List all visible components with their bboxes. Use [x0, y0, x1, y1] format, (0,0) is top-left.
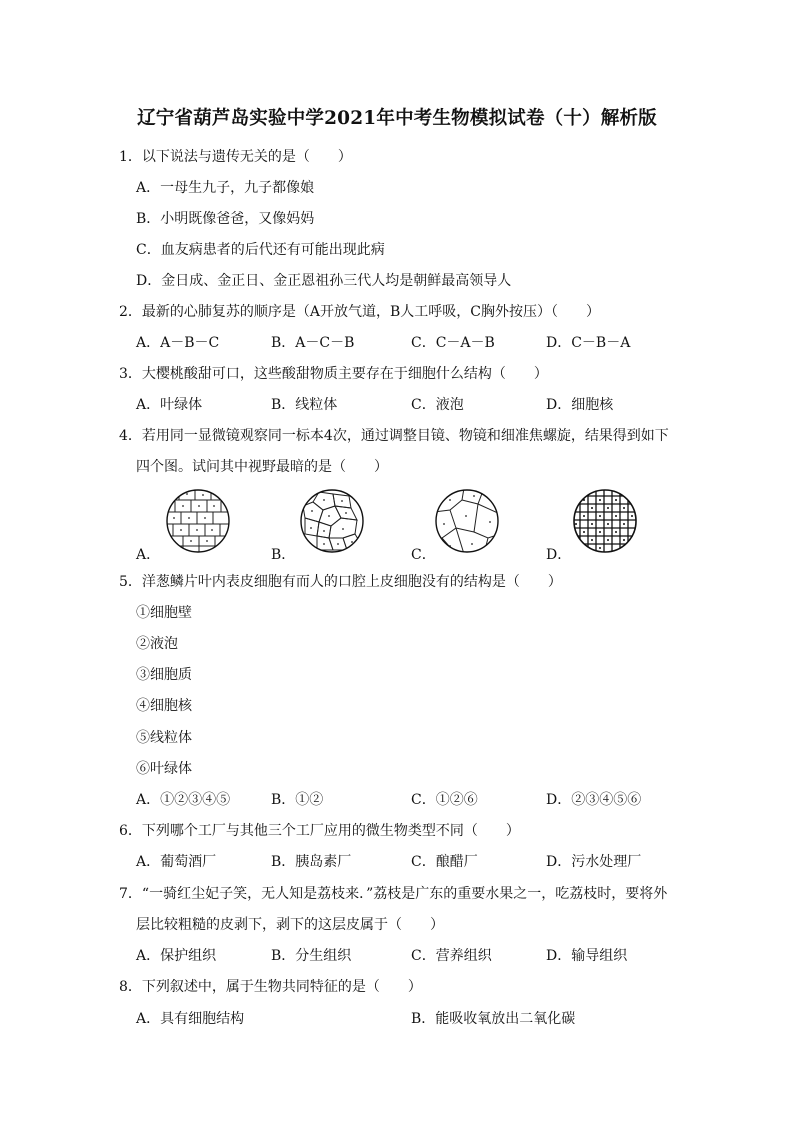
question-5-stem: 5．洋葱鳞片叶内表皮细胞有而人的口腔上皮细胞没有的结构是（ ） [119, 574, 562, 590]
question-7-option-d: D．输导组织 [546, 948, 628, 964]
question-6-option-b: B．胰岛素厂 [271, 854, 352, 870]
question-2-option-d: D．C－B－A [546, 335, 631, 351]
microscope-field-b [299, 488, 365, 554]
question-5-item-5: ⑤线粒体 [136, 730, 192, 746]
question-5-item-4: ④细胞核 [136, 698, 192, 714]
question-2-option-c: C．C－A－B [411, 335, 495, 351]
question-2-option-a: A．A－B－C [136, 335, 220, 351]
question-7-option-b: B．分生组织 [271, 948, 352, 964]
question-5-option-b: B．①② [271, 792, 324, 808]
question-8-stem: 8．下列叙述中，属于生物共同特征的是（ ） [119, 979, 422, 995]
question-7-option-a: A．保护组织 [136, 948, 217, 964]
microscope-field-d [572, 488, 638, 554]
microscope-field-a [165, 488, 231, 554]
question-1-option-c: C．血友病患者的后代还有可能出现此病 [136, 242, 385, 258]
question-4-stem-line-1: 4．若用同一显微镜观察同一标本4次，通过调整目镜、物镜和细准焦螺旋，结果得到如下 [119, 428, 669, 444]
question-8-option-b: B．能吸收氧放出二氧化碳 [411, 1011, 576, 1027]
question-5-option-a: A．①②③④⑤ [136, 792, 231, 808]
question-3-stem: 3．大樱桃酸甜可口，这些酸甜物质主要存在于细胞什么结构（ ） [119, 366, 548, 382]
question-8-option-a: A．具有细胞结构 [136, 1011, 245, 1027]
question-7-stem-line-1: 7．“一骑红尘妃子笑，无人知是荔枝来．”荔枝是广东的重要水果之一，吃荔枝时，要将外 [119, 886, 668, 902]
question-5-item-3: ③细胞质 [136, 667, 192, 683]
question-5-item-1: ①细胞壁 [136, 605, 192, 621]
question-1-option-b: B．小明既像爸爸，又像妈妈 [136, 211, 315, 227]
question-3-option-a: A．叶绿体 [136, 397, 203, 413]
question-1-option-a: A．一母生九子，九子都像娘 [136, 180, 315, 196]
page-title: 辽宁省葫芦岛实验中学2021年中考生物模拟试卷（十）解析版 [137, 108, 657, 129]
question-6-stem: 6．下列哪个工厂与其他三个工厂应用的微生物类型不同（ ） [119, 823, 520, 839]
question-3-option-c: C．液泡 [411, 397, 464, 413]
question-5-option-c: C．①②⑥ [411, 792, 478, 808]
question-4-option-a: A． [136, 547, 161, 563]
question-7-option-c: C．营养组织 [411, 948, 492, 964]
question-5-item-2: ②液泡 [136, 636, 178, 652]
question-6-option-c: C．酿醋厂 [411, 854, 478, 870]
question-6-option-a: A．葡萄酒厂 [136, 854, 217, 870]
question-4-option-b: B． [271, 547, 296, 563]
question-2-stem: 2．最新的心肺复苏的顺序是（A开放气道，B人工呼吸，C胸外按压）（ ） [119, 304, 601, 320]
question-6-option-d: D．污水处理厂 [546, 854, 642, 870]
microscope-field-c [434, 488, 500, 554]
question-3-option-b: B．线粒体 [271, 397, 338, 413]
question-4-option-d: D． [546, 547, 572, 563]
question-4-stem-line-2: 四个图。试问其中视野最暗的是（ ） [136, 459, 388, 475]
question-1-stem: 1．以下说法与遗传无关的是（ ） [119, 149, 352, 165]
question-5-option-d: D．②③④⑤⑥ [546, 792, 642, 808]
question-5-item-6: ⑥叶绿体 [136, 761, 192, 777]
question-3-option-d: D．细胞核 [546, 397, 614, 413]
question-4-option-c: C． [411, 547, 436, 563]
question-7-stem-line-2: 层比较粗糙的皮剥下，剥下的这层皮属于（ ） [136, 917, 444, 933]
question-1-option-d: D．金日成、金正日、金正恩祖孙三代人均是朝鲜最高领导人 [136, 273, 512, 289]
question-2-option-b: B．A－C－B [271, 335, 355, 351]
